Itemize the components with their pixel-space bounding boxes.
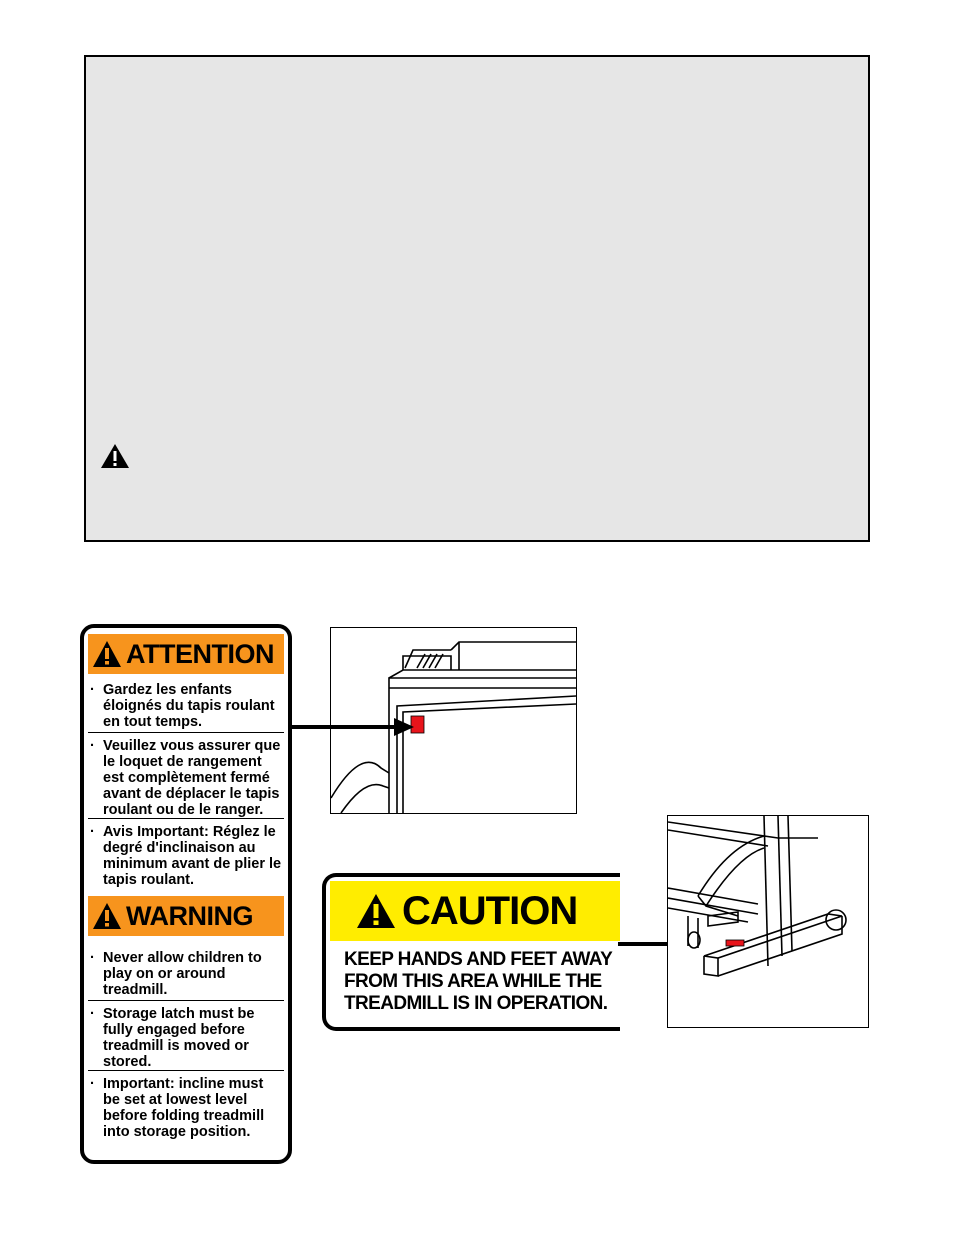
attention-header <box>88 634 284 674</box>
frame-illustration <box>667 815 869 1028</box>
caution-header <box>330 881 620 941</box>
caution-title: CAUTION <box>402 889 578 933</box>
warning-triangle-icon <box>92 640 122 668</box>
caution-decal <box>322 873 620 1031</box>
warning-title: WARNING <box>126 900 253 931</box>
decal-location-marker <box>726 940 744 946</box>
attention-warning-decal <box>80 624 292 1164</box>
attention-title: ATTENTION <box>126 638 274 669</box>
warning-triangle-icon <box>356 893 396 929</box>
attention-bullet-1: · Gardez les enfants éloignés du tapis roulant en tout temps. <box>90 682 275 730</box>
warning-bullet-3: · Important: incline must be set at lowest level before folding treadmill into storage position. <box>90 1076 265 1140</box>
warning-bullet-2: · Storage latch must be fully engaged before treadmill is moved or stored. <box>90 1006 255 1070</box>
divider <box>88 818 284 819</box>
warning-header <box>88 896 284 936</box>
warning-triangle-icon <box>92 902 122 930</box>
divider <box>88 1000 284 1001</box>
instruction-panel <box>84 55 870 542</box>
warning-bullet-1: · Never allow children to play on or around treadmill. <box>90 950 262 998</box>
warning-triangle-icon <box>100 443 130 469</box>
caution-text: KEEP HANDS AND FEET AWAY FROM THIS AREA WHILE THE TREADMILL IS IN OPERATION. <box>344 949 612 1014</box>
divider <box>88 732 284 733</box>
attention-bullet-3: · Avis Important: Réglez le degré d'inclinaison au minimum avant de plier le tapis roulant. <box>90 824 282 888</box>
attention-bullet-2: · Veuillez vous assurer que le loquet de rangement est complètement fermé avant de déplacer le tapis roulant ou de le ranger. <box>90 738 281 818</box>
divider <box>88 1070 284 1071</box>
arrow-right-icon <box>288 715 418 739</box>
